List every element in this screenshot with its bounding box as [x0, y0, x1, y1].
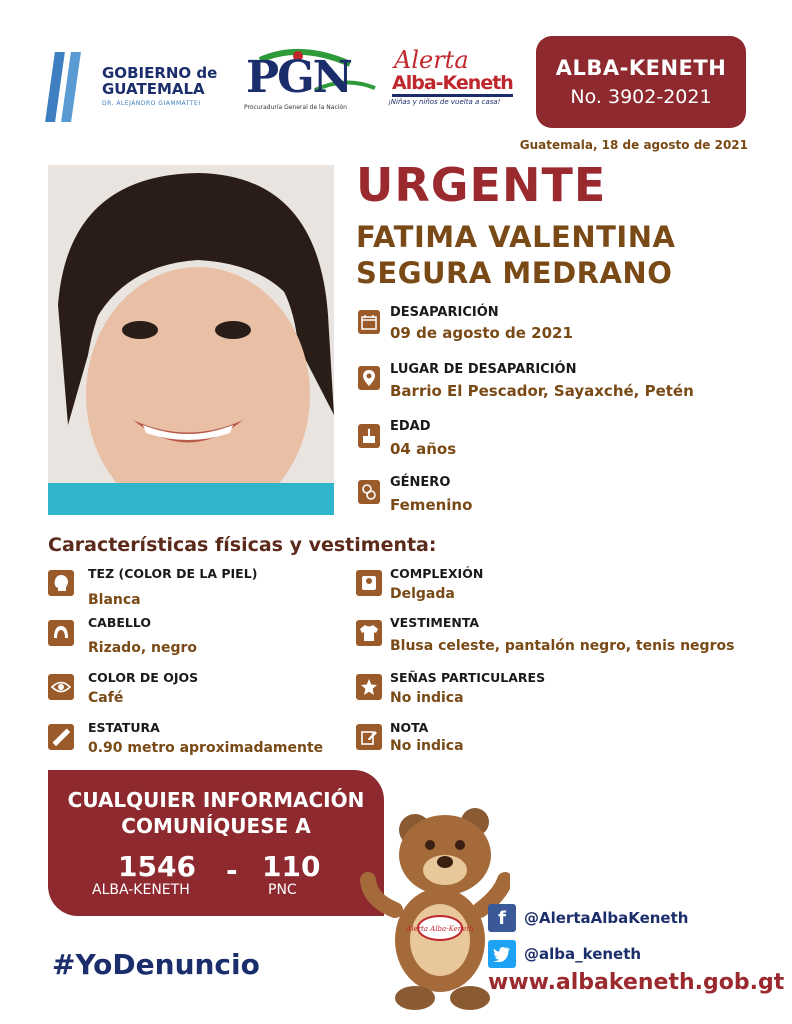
- disappearance-place-label: LUGAR DE DESAPARICIÓN: [390, 362, 577, 377]
- note-edit-icon: [356, 724, 382, 750]
- missing-child-photo: [48, 165, 334, 515]
- build-label: COMPLEXIÓN: [390, 566, 484, 581]
- child-portrait-image: [48, 165, 334, 515]
- ruler-icon: [48, 724, 74, 750]
- gov-line1: GOBIERNO de: [102, 64, 218, 82]
- disappearance-place-value: Barrio El Pescador, Sayaxché, Petén: [390, 382, 694, 400]
- location-pin-icon: [358, 366, 380, 390]
- note-value: No indica: [390, 738, 464, 754]
- logo-bar: [61, 52, 81, 122]
- gov-line3: DR. ALEJANDRO GIAMMATTEI: [102, 100, 201, 107]
- issue-date: Guatemala, 18 de agosto de 2021: [519, 138, 748, 152]
- build-value: Delgada: [390, 586, 455, 602]
- hair-label: CABELLO: [88, 615, 152, 630]
- bear-badge-text: Alerta Alba-Keneth: [406, 925, 474, 933]
- alba-keneth-phone[interactable]: 1546: [118, 850, 196, 883]
- clothing-value: Blusa celeste, pantalón negro, tenis negros: [390, 638, 735, 654]
- alerta-line1: Alerta: [394, 46, 469, 74]
- contact-line2: COMUNÍQUESE A: [121, 814, 311, 838]
- eye-color-value: Café: [88, 690, 124, 706]
- calendar-icon: [358, 310, 380, 334]
- pnc-phone[interactable]: 110: [262, 850, 321, 883]
- case-number: No. 3902-2021: [570, 86, 712, 108]
- characteristics-title: Características físicas y vestimenta:: [48, 534, 437, 556]
- skin-tone-value: Blanca: [88, 592, 141, 608]
- height-value: 0.90 metro aproximadamente: [88, 740, 324, 756]
- gov-line2: GUATEMALA: [102, 80, 205, 98]
- gender-value: Femenino: [390, 496, 473, 514]
- badge-title: ALBA-KENETH: [555, 56, 727, 80]
- eye-color-label: COLOR DE OJOS: [88, 670, 199, 685]
- age-value: 04 años: [390, 440, 457, 458]
- contact-line1: CUALQUIER INFORMACIÓN: [67, 788, 365, 812]
- clothing-label: VESTIMENTA: [390, 615, 480, 630]
- head-silhouette-icon: [48, 570, 74, 596]
- star-icon: [356, 674, 382, 700]
- height-label: ESTATURA: [88, 720, 160, 735]
- skin-tone-label: TEZ (COLOR DE LA PIEL): [88, 566, 258, 581]
- scale-icon: [356, 570, 382, 596]
- gender-icon: [358, 480, 380, 504]
- twitter-handle[interactable]: @alba_keneth: [524, 945, 642, 963]
- facebook-handle[interactable]: @AlertaAlbaKeneth: [524, 909, 689, 927]
- alerta-slogan: ¡Niñas y niños de vuelta a casa!: [388, 98, 501, 106]
- hair-icon: [48, 620, 74, 646]
- gender-label: GÉNERO: [390, 475, 451, 490]
- alerta-line2: Alba-Keneth: [392, 72, 513, 97]
- gobierno-guatemala-logo: [48, 52, 228, 124]
- age-label: EDAD: [390, 419, 431, 434]
- pgn-title: PGN: [246, 52, 351, 103]
- disappearance-date-value: 09 de agosto de 2021: [390, 324, 573, 342]
- pgn-subtitle: Procuraduría General de la Nación: [244, 104, 347, 111]
- note-label: NOTA: [390, 720, 429, 735]
- distinguishing-marks-value: No indica: [390, 690, 464, 706]
- child-name-line2: SEGURA MEDRANO: [356, 256, 673, 290]
- phone-separator: -: [226, 854, 238, 887]
- hair-value: Rizado, negro: [88, 640, 198, 656]
- alba-keneth-phone-label: ALBA-KENETH: [92, 882, 190, 898]
- pnc-phone-label: PNC: [268, 882, 297, 898]
- website-url[interactable]: www.albakeneth.gob.gt: [488, 970, 785, 995]
- shirt-icon: [356, 620, 382, 646]
- contact-box: [48, 770, 384, 916]
- disappearance-date-label: DESAPARICIÓN: [390, 305, 499, 320]
- case-badge: [536, 36, 746, 128]
- birthday-cake-icon: [358, 424, 380, 448]
- child-name-line1: FATIMA VALENTINA: [356, 220, 676, 254]
- hashtag: #YoDenuncio: [52, 948, 260, 981]
- pgn-logo: [240, 46, 380, 116]
- facebook-icon[interactable]: f: [488, 904, 516, 932]
- alerta-alba-keneth-logo: [388, 46, 518, 110]
- distinguishing-marks-label: SEÑAS PARTICULARES: [390, 670, 546, 685]
- twitter-icon[interactable]: [488, 940, 516, 968]
- eye-icon: [48, 674, 74, 700]
- urgent-title: URGENTE: [356, 158, 607, 212]
